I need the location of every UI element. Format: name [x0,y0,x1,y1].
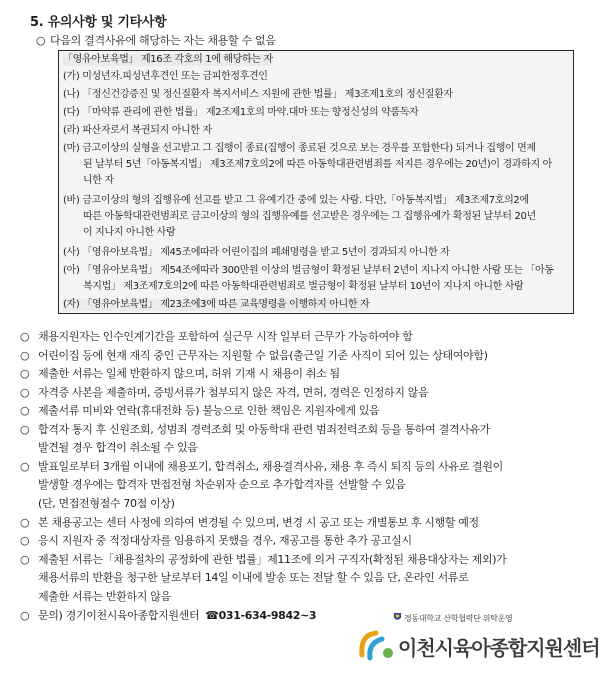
circle-bullet-icon: ○ [20,404,30,417]
circle-bullet-icon: ○ [20,349,30,362]
note-continuation: 제출한 서류는 반환하지 않음 [38,590,171,603]
note-continuation: (단, 면접전형점수 70점 이상) [38,497,175,510]
note-continuation: 채용서류의 반환을 청구한 날로부터 14일 이내에 발송 또는 전달 할 수 있음 단, 온라인 서류로 [38,571,469,584]
box-line: (다) 「마약류 관리에 관한 법률」 제2조제1호의 마약.대마 또는 향정신성의 약품독자 [63,107,419,118]
box-line: 복지법」 제3조제7호의2에 따른 아동학대관련범죄로 벌금형이 확정된 날부터 10년이 지나지 아니한 사람 [83,281,524,292]
box-line: (자) 「영유아보육법」 제23조에3에 따른 교육명령을 이행하지 아니한 자 [63,299,370,310]
note-item: ○ 제출서류 미비와 연락(휴대전화 등) 불능으로 인한 책임은 지원자에게 있음 [20,404,380,417]
circle-bullet-icon: ○ [20,609,30,622]
intro-line [36,32,276,48]
note-item: ○ 본 채용공고는 센터 사정에 의하여 변경될 수 있으며, 변경 시 공고 또는 개별통보 후 시행할 예정 [20,516,479,529]
contact-line [20,609,316,622]
phone-icon: ☎ [205,609,219,622]
circle-bullet-icon: ○ [20,516,30,529]
circle-bullet-icon: ○ [20,553,30,566]
operator-text: 경동대학교 산학협력단 위탁운영 [404,614,513,623]
note-item: ○ 제출한 서류는 일체 반환하지 않으며, 허위 기재 시 채용이 취소 됨 [20,367,340,380]
section-title: 5. 유의사항 및 기타사항 [30,15,167,30]
circle-bullet-icon: ○ [20,367,30,380]
note-item: ○ 제출된 서류는「채용절차의 공정화에 관한 법률」제11조에 의거 구직자(확정된 채용대상자는 제외)가 [20,553,507,566]
note-item: ○ 자격증 사본을 제출하며, 증빙서류가 첨부되지 않은 자격, 면허, 경력은 인정하지 않음 [20,386,429,399]
box-line: 된 날부터 5년「아동복지법」 제3조제7호의2에 따른 아동학대관련범죄를 저지른 경우에는 20년)이 경과하지 아 [83,159,552,170]
circle-bullet-icon: ○ [20,460,30,473]
note-item: ○ 응시 지원자 중 적정대상자를 임용하지 못했을 경우, 재공고를 통한 추가 공고실시 [20,534,412,547]
box-line: 「영유아보육법」 제16조 각호의 1에 해당하는 자 [63,54,273,65]
box-line: (마) 금고이상의 실형을 선고받고 그 집행이 종료(집행이 종료된 것으로 보는 경우를 포함한다) 되거나 집행이 면제 [63,143,536,154]
box-line: (아) 「영유아보육법」 제54조에따라 300만원 이상의 벌금형이 확정된 날부터 2년이 지나지 아니한 사람 또는 「아동 [63,265,554,276]
disqualification-box [58,50,574,314]
box-line: (바) 금고이상의 형의 집행유예 선고를 받고 그 유예기간 중에 있는 사람. 다만,「아동복지법」 제3조제7호의2에 [63,195,529,206]
box-line: (라) 파산자로서 복권되지 아니한 자 [63,125,212,136]
note-item: ○ 합격자 통지 후 신원조회, 성범죄 경력조회 및 아동학대 관련 범죄전력조회 등을 통하여 결격사유가 [20,423,490,436]
box-line: (가) 미성년자.피성년후견인 또는 금피한정후견인 [63,71,268,82]
contact-phone: 031-634-9842~3 [218,609,317,622]
note-item: ○ 어린이집 등에 현재 재직 중인 근무자는 지원할 수 없음(출근일 기준 사직이 되어 있는 상태여야함) [20,349,488,362]
box-line: (사) 「영유아보육법」 제45조에따라 어린이집의 폐쇄명령을 받고 5년이 경과되지 아니한 자 [63,247,450,258]
box-line: 니한 자 [83,175,114,186]
circle-bullet-icon: ○ [36,34,46,47]
box-line: (나) 「정신건강증진 및 정신질환자 복지서비스 지원에 관한 법률」 제3조제1호의 정신질환자 [63,89,453,100]
box-line: 이 지나지 아니한 사람 [83,227,176,238]
note-item: ○ 발표일로부터 3개월 이내에 채용포기, 합격취소, 채용결격사유, 채용 후 즉시 퇴직 등의 사유로 결원이 [20,460,503,473]
box-line: 따른 아동학대관련범죄로 금고이상의 형의 집행유예를 선고받은 경우에는 그 집행유예가 확정된 날부터 20년 [83,211,536,222]
circle-bullet-icon: ○ [20,423,30,436]
contact-label: 문의) 경기이천시육아종합지원센터 [38,609,200,622]
center-logo-icon [356,625,396,665]
intro-text: 다음의 결격사유에 해당하는 자는 채용할 수 없음 [50,34,276,47]
center-name: 이천시육아종합지원센터 [398,636,600,660]
note-item: ○ 채용지원자는 인수인계기간을 포함하여 실근무 시작 일부터 근무가 가능하여야 함 [20,330,413,343]
university-emblem-icon [393,612,402,622]
note-continuation: 발생할 경우에는 합격자 면접전형 차순위자 순으로 추가합격자를 선발할 수 있음 [38,478,406,491]
note-continuation: 발견될 경우 합격이 취소될 수 있음 [38,441,198,454]
circle-bullet-icon: ○ [20,534,30,547]
circle-bullet-icon: ○ [20,386,30,399]
circle-bullet-icon: ○ [20,330,30,343]
